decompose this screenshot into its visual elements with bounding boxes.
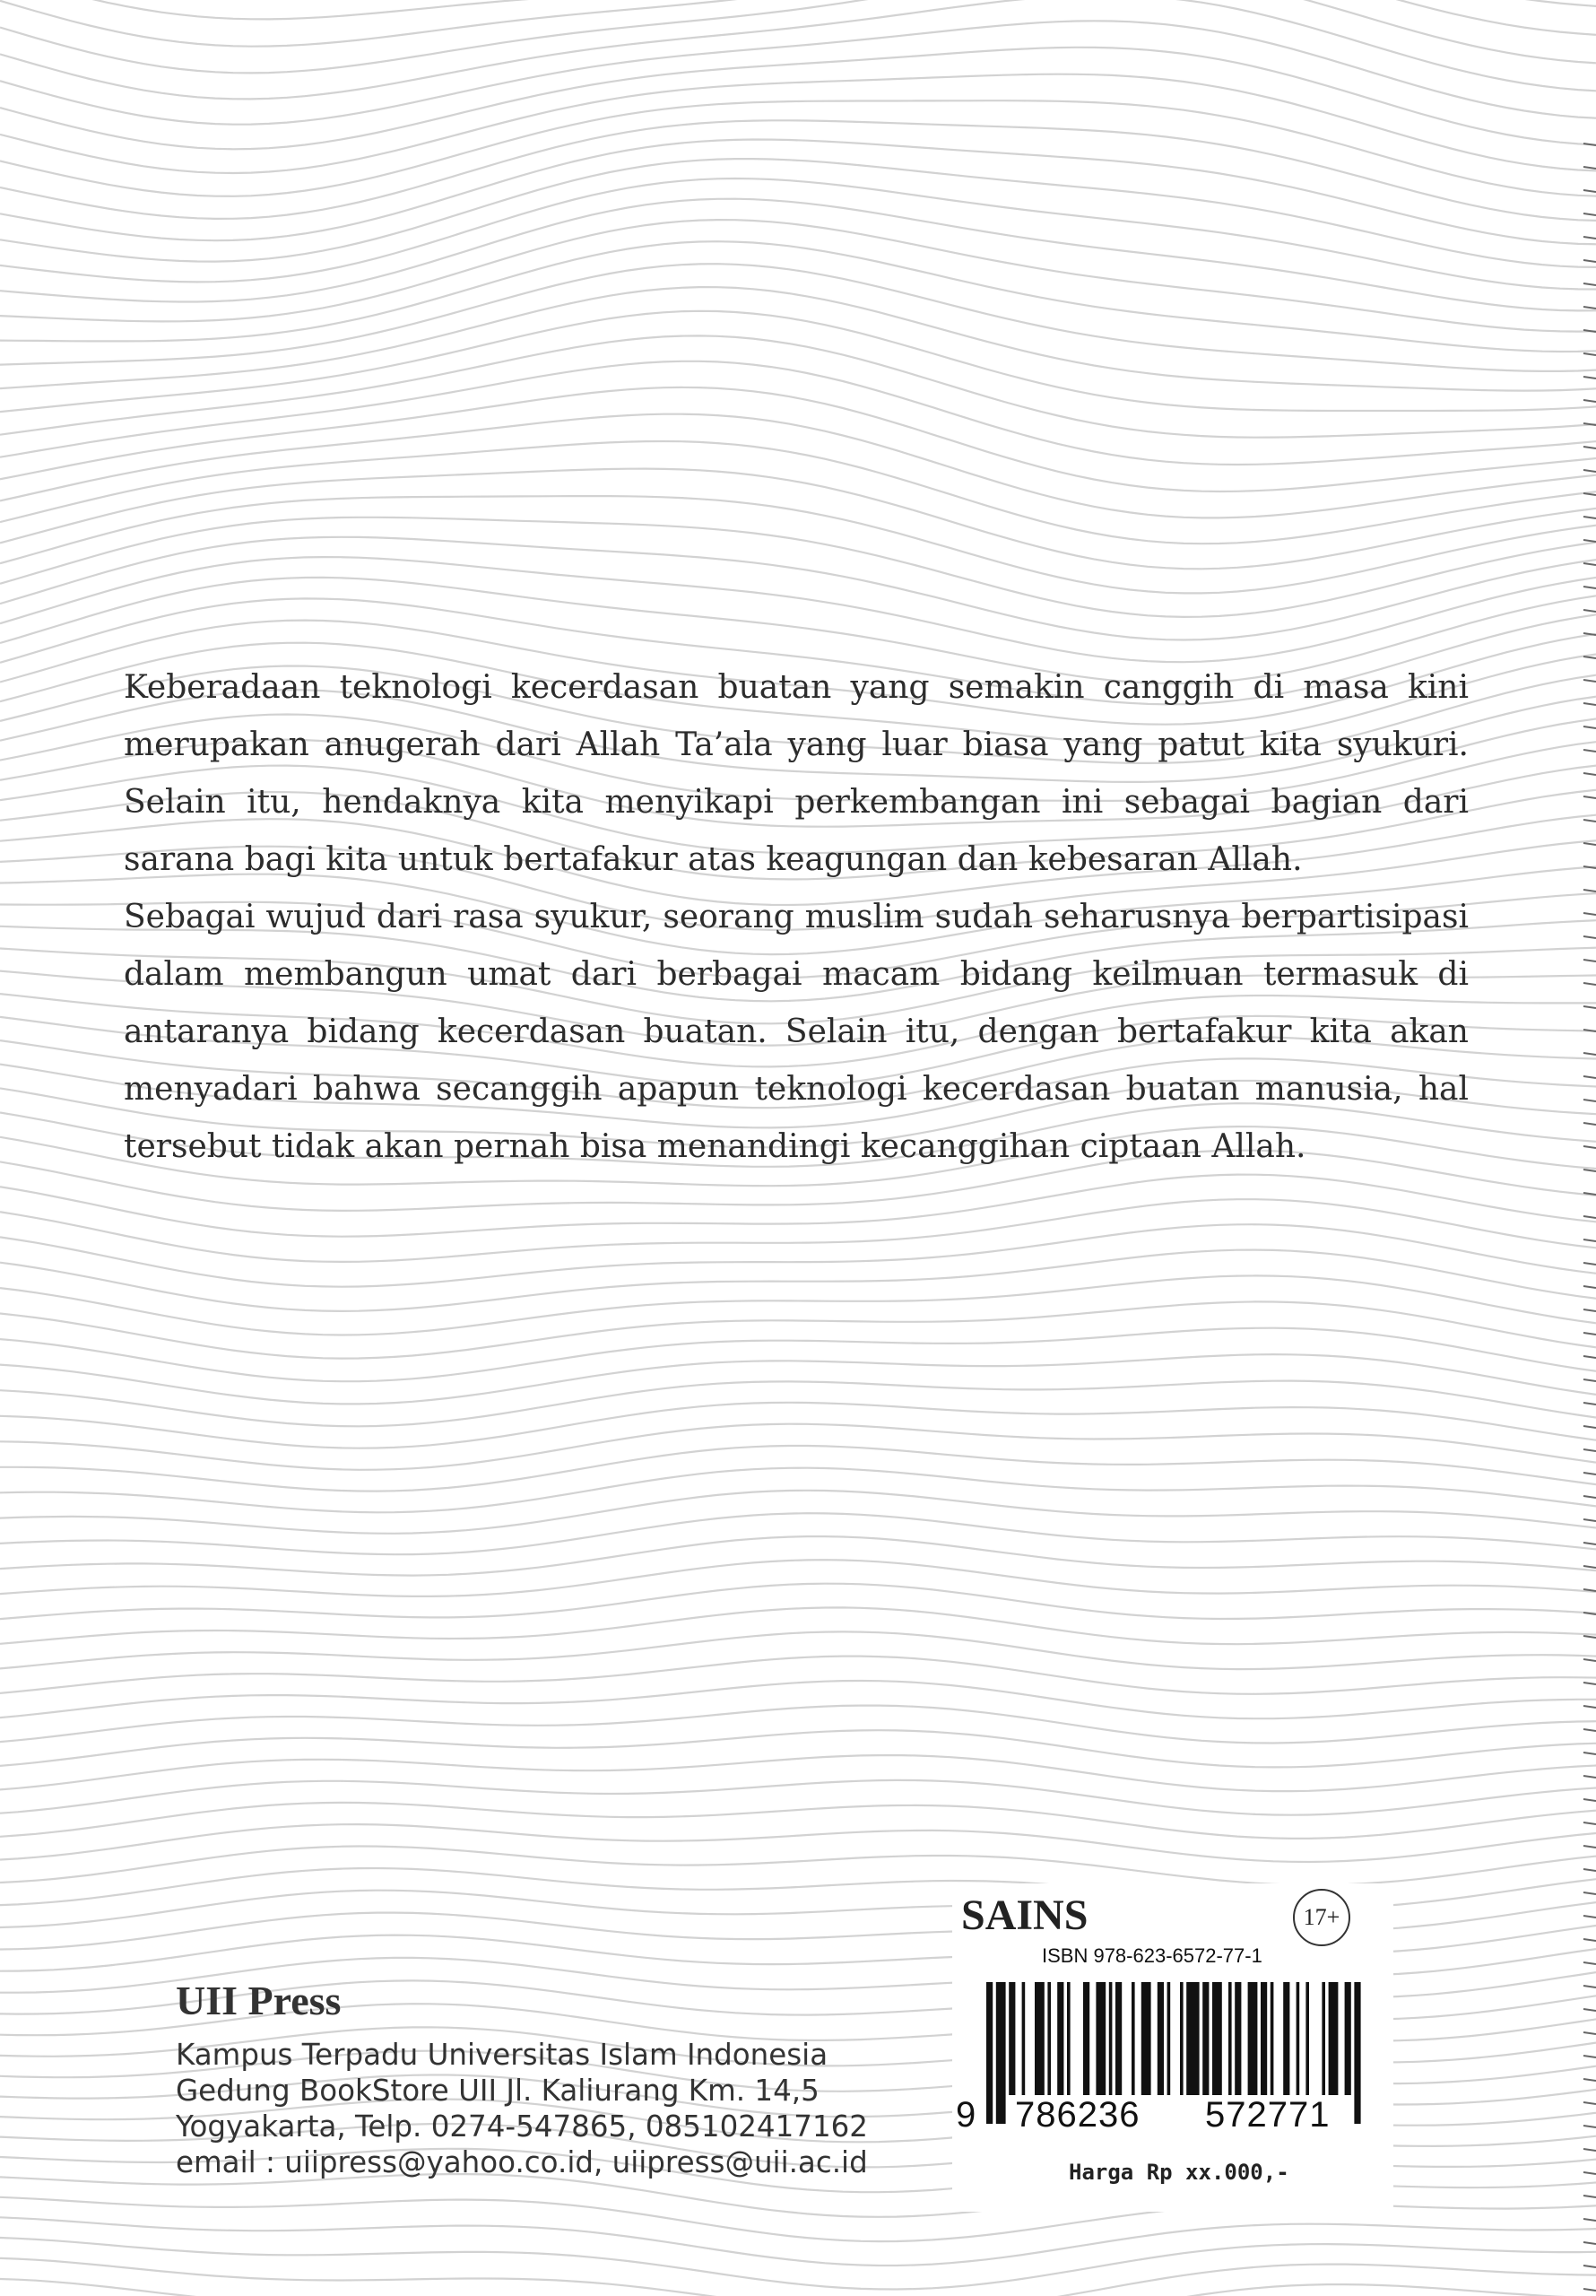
age-rating-badge: 17+	[1293, 1889, 1350, 1946]
edge-tick	[1583, 1053, 1596, 1055]
edge-tick	[1583, 1729, 1596, 1731]
edge-tick	[1583, 377, 1596, 378]
wave-line	[0, 140, 1596, 245]
barcode-bar	[1305, 1982, 1309, 2095]
publisher-email: email : uiipress@yahoo.co.id, uiipress@uii.ac.id	[176, 2145, 868, 2179]
edge-tick	[1583, 2219, 1596, 2221]
publisher-address-line-2: Gedung BookStore UII Jl. Kaliurang Km. 14,5	[176, 2074, 820, 2108]
edge-tick	[1583, 1659, 1596, 1661]
publisher-address-line-3: Yogyakarta, Telp. 0274-547865, 085102417162	[176, 2109, 868, 2144]
edge-tick	[1583, 2126, 1596, 2127]
isbn-barcode-box	[952, 1883, 1393, 2212]
edge-tick	[1583, 1566, 1596, 1568]
edge-tick	[1583, 1986, 1596, 1987]
edge-tick	[1583, 1403, 1596, 1405]
wave-line	[0, 2217, 1596, 2266]
edge-tick	[1583, 1193, 1596, 1195]
wave-line	[0, 1536, 1596, 1576]
edge-tick	[1583, 353, 1596, 355]
edge-tick	[1583, 1752, 1596, 1754]
barcode-bar	[1141, 1982, 1151, 2095]
edge-tick	[1583, 213, 1596, 215]
barcode-bar	[1322, 1982, 1325, 2095]
barcode-bar	[1083, 1982, 1089, 2095]
edge-tick	[1583, 1962, 1596, 1964]
edge-tick	[1583, 1286, 1596, 1288]
edge-tick	[1583, 1030, 1596, 1031]
edge-tick	[1583, 936, 1596, 938]
barcode-bar	[1132, 1982, 1135, 2095]
edge-tick	[1583, 633, 1596, 635]
wave-line	[0, 1424, 1596, 1470]
edge-tick	[1583, 820, 1596, 822]
edge-tick	[1583, 2079, 1596, 2081]
wave-line	[0, 1803, 1596, 1839]
barcode-bar	[1057, 1982, 1063, 2095]
edge-tick	[1583, 1309, 1596, 1311]
edge-tick	[1583, 540, 1596, 542]
wave-line	[0, 1706, 1596, 1744]
edge-tick	[1583, 2032, 1596, 2034]
barcode-bar	[1329, 1982, 1339, 2095]
wave-line	[0, 361, 1596, 465]
barcode-bar	[1235, 1982, 1241, 2095]
edge-tick	[1583, 1822, 1596, 1824]
edge-tick-marks	[1578, 0, 1596, 2296]
wave-line	[0, 1681, 1596, 1718]
edge-tick	[1583, 1263, 1596, 1265]
edge-tick	[1583, 2242, 1596, 2244]
wave-line	[0, 2279, 1596, 2296]
wave-line	[0, 1403, 1596, 1448]
back-cover-blurb	[124, 659, 1469, 1176]
edge-tick	[1583, 517, 1596, 518]
edge-tick	[1583, 1636, 1596, 1638]
barcode-bar	[1180, 1982, 1184, 2095]
edge-tick	[1583, 1799, 1596, 1801]
edge-tick	[1583, 773, 1596, 775]
wave-line	[0, 441, 1596, 544]
barcode-bar	[1009, 1982, 1015, 2095]
wave-line	[0, 1328, 1596, 1382]
wave-line	[0, 469, 1596, 570]
edge-tick	[1583, 237, 1596, 239]
wave-line	[0, 1560, 1596, 1596]
edge-tick	[1583, 190, 1596, 192]
blurb-paragraph-1: Keberadaan teknologi kecerdasan buatan yang semakin canggih di masa kini merupakan anugerah dari Allah Ta’ala yang luar biasa yang patut kita syukuri. Selain itu, hendaknya kita menyikapi perkembangan ini sebagai bagian dari sarana bagi kita untuk bertafakur atas keagungan dan kebesaran Allah.	[124, 669, 1469, 878]
edge-tick	[1583, 796, 1596, 798]
publisher-name: UII Press	[176, 1978, 342, 2023]
edge-tick	[1583, 2009, 1596, 2011]
edge-tick	[1583, 307, 1596, 309]
edge-tick	[1583, 1776, 1596, 1778]
edge-tick	[1583, 1589, 1596, 1591]
edge-tick	[1583, 1333, 1596, 1335]
wave-line	[0, 1275, 1596, 1335]
wave-line	[0, 0, 1596, 73]
edge-tick	[1583, 2172, 1596, 2174]
wave-line	[0, 1657, 1596, 1694]
wave-line	[0, 0, 1596, 47]
edge-tick	[1583, 260, 1596, 262]
barcode-bar	[1297, 1982, 1300, 2095]
barcode-bar	[1096, 1982, 1106, 2095]
edge-tick	[1583, 1543, 1596, 1544]
wave-line	[0, 1491, 1596, 1534]
edge-tick	[1583, 423, 1596, 425]
wave-line	[0, 220, 1596, 332]
edge-tick	[1583, 726, 1596, 728]
wave-line	[0, 387, 1596, 491]
edge-tick	[1583, 1356, 1596, 1358]
edge-tick	[1583, 1006, 1596, 1008]
edge-tick	[1583, 1869, 1596, 1871]
edge-tick	[1583, 960, 1596, 961]
barcode-bar	[1047, 1982, 1051, 2095]
edge-tick	[1583, 470, 1596, 472]
edge-tick	[1583, 1426, 1596, 1428]
edge-tick	[1583, 1216, 1596, 1218]
edge-tick	[1583, 1100, 1596, 1101]
wave-line	[0, 1824, 1596, 1862]
edge-tick	[1583, 400, 1596, 402]
edge-tick	[1583, 2196, 1596, 2197]
publisher-address-line-1: Kampus Terpadu Universitas Islam Indonesia	[176, 2038, 828, 2072]
edge-tick	[1583, 1076, 1596, 1078]
wave-line	[0, 2258, 1596, 2296]
edge-tick	[1583, 2056, 1596, 2057]
edge-tick	[1583, 493, 1596, 495]
wave-line	[0, 1513, 1596, 1554]
edge-tick	[1583, 983, 1596, 985]
edge-tick	[1583, 283, 1596, 285]
edge-tick	[1583, 843, 1596, 845]
barcode-bar	[1158, 1982, 1164, 2095]
barcode-bar	[986, 1982, 993, 2124]
blurb-paragraph-2: Sebagai wujud dari rasa syukur, seorang muslim sudah seharusnya berpartisipasi dalam membangun umat dari berbagai macam bidang keilmuan termasuk di antaranya bidang kecerdasan buatan. Selain itu, dengan bertafakur kita akan menyadari bahwa secanggih apapun teknologi kecerdasan buatan manusia, hal tersebut tidak akan pernah bisa menandingi kecanggihan ciptaan Allah.	[124, 899, 1469, 1165]
edge-tick	[1583, 563, 1596, 565]
edge-tick	[1583, 866, 1596, 868]
edge-tick	[1583, 1449, 1596, 1451]
barcode-bar	[1115, 1982, 1122, 2095]
edge-tick	[1583, 1239, 1596, 1241]
edge-tick	[1583, 610, 1596, 612]
wave-line	[0, 1631, 1596, 1669]
barcode-bar	[1022, 1982, 1026, 2095]
barcode-bar	[1261, 1982, 1267, 2095]
edge-tick	[1583, 1846, 1596, 1848]
wave-line	[0, 1301, 1596, 1358]
barcode-bar	[1354, 1982, 1360, 2124]
edge-tick	[1583, 2266, 1596, 2267]
edge-tick	[1583, 1146, 1596, 1148]
barcode-bar	[1186, 1982, 1199, 2095]
edge-tick	[1583, 144, 1596, 145]
edge-tick	[1583, 1683, 1596, 1684]
category-label: SAINS	[961, 1892, 1089, 1939]
barcode-bar	[1035, 1982, 1045, 2095]
edge-tick	[1583, 2149, 1596, 2151]
edge-tick	[1583, 167, 1596, 169]
wave-line	[0, 1847, 1596, 1885]
wave-line	[0, 496, 1596, 593]
edge-tick	[1583, 890, 1596, 891]
edge-tick	[1583, 2102, 1596, 2104]
edge-tick	[1583, 1706, 1596, 1708]
barcode-bar	[1283, 1982, 1289, 2095]
edge-tick	[1583, 587, 1596, 588]
barcode-bar	[1345, 1982, 1351, 2095]
edge-tick	[1583, 1123, 1596, 1125]
edge-tick	[1583, 1613, 1596, 1614]
edge-tick	[1583, 2289, 1596, 2291]
barcode-bar	[996, 1982, 1006, 2124]
barcode-bar	[1067, 1982, 1071, 2095]
wave-line	[0, 287, 1596, 391]
edge-tick	[1583, 703, 1596, 705]
wave-line	[0, 1354, 1596, 1404]
wave-line	[0, 120, 1596, 221]
edge-tick	[1583, 913, 1596, 915]
barcode-bar	[1202, 1982, 1209, 2095]
wave-line	[0, 241, 1596, 352]
edge-tick	[1583, 657, 1596, 658]
edge-tick	[1583, 1379, 1596, 1381]
barcode-bar	[1109, 1982, 1113, 2095]
barcode-bar	[1228, 1982, 1232, 2095]
edge-tick	[1583, 1473, 1596, 1474]
edge-tick	[1583, 1916, 1596, 1918]
edge-tick	[1583, 750, 1596, 752]
edge-tick	[1583, 680, 1596, 682]
barcode-first-digit: 9	[956, 2095, 976, 2135]
price-label: Harga Rp xx.000,-	[1069, 2160, 1289, 2185]
barcode-left-digits: 786236	[1015, 2095, 1141, 2135]
barcode-bar	[1167, 1982, 1171, 2095]
barcode-bar	[1248, 1982, 1258, 2095]
wave-line	[0, 414, 1596, 518]
edge-tick	[1583, 1519, 1596, 1521]
edge-tick	[1583, 1939, 1596, 1941]
edge-tick	[1583, 1170, 1596, 1171]
barcode-bar	[1212, 1982, 1222, 2095]
barcode-right-digits: 572771	[1205, 2095, 1331, 2135]
barcode-bar	[1271, 1982, 1274, 2095]
isbn-number: ISBN 978-623-6572-77-1	[1042, 1944, 1262, 1967]
publisher-info	[176, 1978, 868, 2180]
wave-line	[0, 2238, 1596, 2290]
edge-tick	[1583, 330, 1596, 332]
edge-tick	[1583, 1496, 1596, 1498]
edge-tick	[1583, 1892, 1596, 1894]
edge-tick	[1583, 447, 1596, 448]
